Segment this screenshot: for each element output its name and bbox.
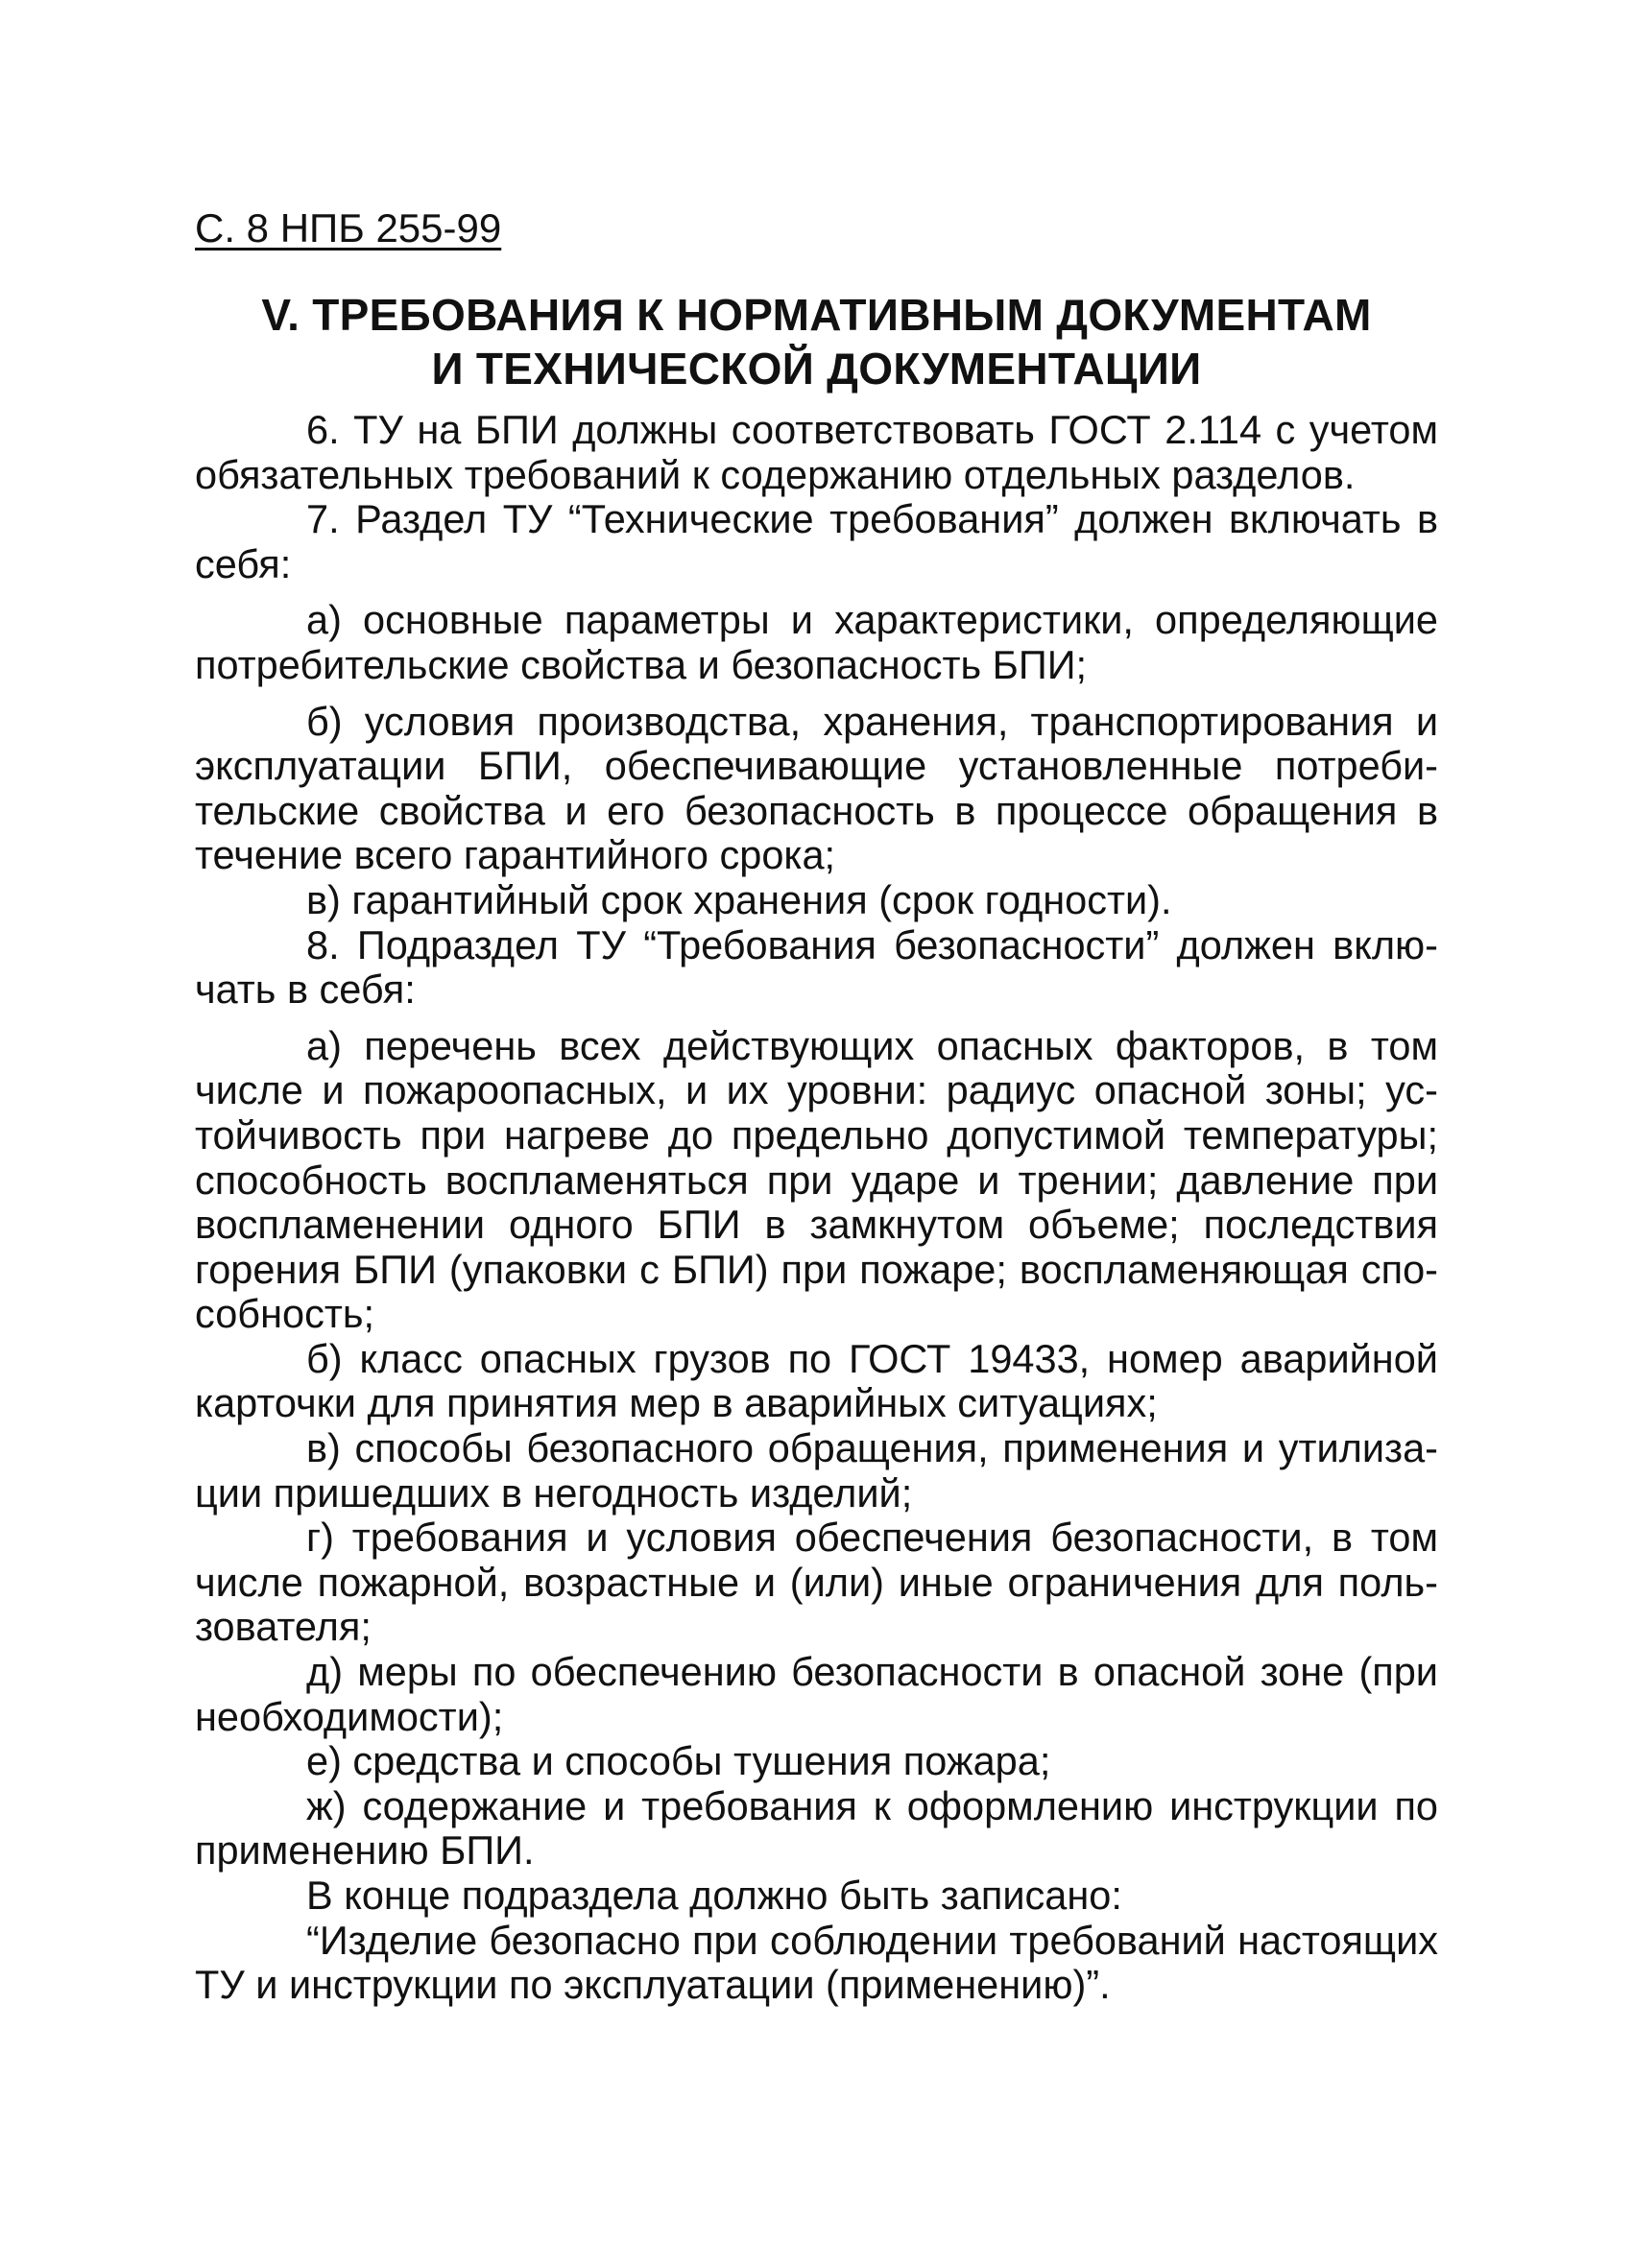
paragraph-6: 6. ТУ на БПИ должны соответствовать ГОСТ 2.114 с учетом обязательных требований к содержанию отдельных разделов. bbox=[195, 407, 1438, 497]
paragraph-8zh: ж) содержание и требования к оформлению инструкции по применению БПИ. bbox=[195, 1782, 1438, 1874]
body-text bbox=[195, 408, 1438, 2008]
paragraph-end-quote: “Изделие безопасно при соблюдении требований настоящих ТУ и инструкции по эксплуатации (применению)”. bbox=[195, 1917, 1438, 2008]
section-title bbox=[195, 288, 1438, 395]
paragraph-end-intro: В конце подраздела должно быть записано: bbox=[306, 1873, 1122, 1918]
running-header: С. 8 НПБ 255-99 bbox=[195, 205, 502, 251]
paragraph-7a: а) основные параметры и характеристики, определяющие потребительские свойства и безопасность БПИ; bbox=[195, 597, 1438, 687]
paragraph-8g: г) требования и условия обеспечения безопасности, в том числе пожарной, возрастные и (или) иные ограничения для пользователя; bbox=[195, 1515, 1438, 1650]
paragraph-7: 7. Раздел ТУ “Технические требования” должен включать в себя: bbox=[195, 496, 1438, 586]
section-title-line-1: V. ТРЕБОВАНИЯ К НОРМАТИВНЫМ ДОКУМЕНТАМ bbox=[261, 290, 1372, 340]
paragraph-8v: в) способы безопасного обращения, применения и утилизации пришедших в негодность изделий; bbox=[195, 1425, 1438, 1516]
paragraph-8d: д) меры по обеспечению безопасности в опасной зоне (при необходимости); bbox=[195, 1649, 1438, 1739]
paragraph-7v: в) гарантийный срок хранения (срок годности). bbox=[306, 876, 1172, 922]
paragraph-7b: б) условия производства, хранения, транспортирования и эксплуатации БПИ, обеспечивающие установленные потребительские свойства и его безопасность в процессе обращения в течение всего гарантийного срока; bbox=[195, 698, 1438, 878]
paragraph-8: 8. Подраздел ТУ “Требования безопасности” должен включать в себя: bbox=[195, 921, 1438, 1013]
paragraph-8b: б) класс опасных грузов по ГОСТ 19433, номер аварийной карточки для принятия мер в аварийных ситуациях; bbox=[195, 1335, 1438, 1426]
paragraph-8e: е) средства и способы тушения пожара; bbox=[306, 1738, 1051, 1784]
section-title-line-2: И ТЕХНИЧЕСКОЙ ДОКУМЕНТАЦИИ bbox=[431, 344, 1202, 394]
paragraph-8a: а) перечень всех действующих опасных факторов, в том числе и пожароопасных, и их уровни: радиус опасной зоны; устойчивость при нагреве до предельно допустимой температуры; способность воспламеняться при ударе и трении; давление при воспламенении одного БПИ в замкнутом объеме; последствия горения БПИ (упаковки с БПИ) при пожаре; воспламеняющая способность; bbox=[195, 1022, 1438, 1337]
